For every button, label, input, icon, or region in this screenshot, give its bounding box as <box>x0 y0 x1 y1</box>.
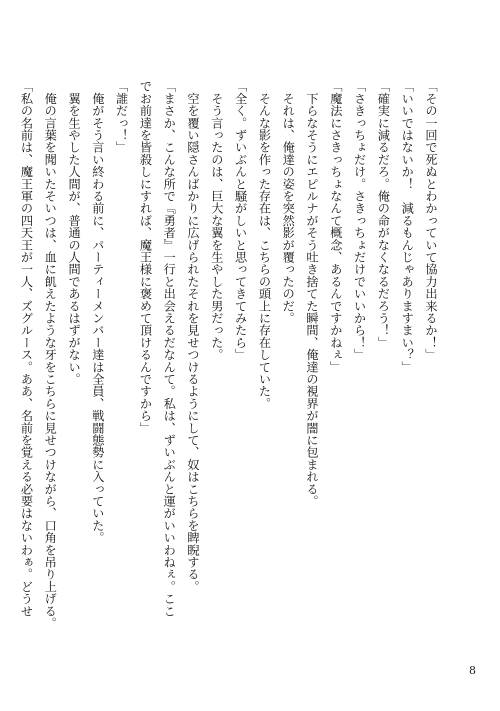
text-line: 翼を生やした人間が、普通の人間であるはずがない。 <box>67 92 82 386</box>
vertical-text-body <box>19 80 442 660</box>
text-line: 空を覆い隠さんばかりに広げられたそれを見せつけるようにして、奴はこちらを睥睨する。 <box>186 92 201 593</box>
text-line: 「誰だっ！」 <box>114 80 129 154</box>
text-line: 下らなそうにエピルナがそう吐き捨てた瞬間、俺達の視界が闇に包まれる。 <box>305 92 320 508</box>
text-line: 俺がそう言い終わる前に、パーティーメンバー達は全員、戦闘態勢に入っていた。 <box>90 92 105 544</box>
text-line: 「全く。ずいぶんと騒がしいと思ってきてみたら」 <box>233 80 248 361</box>
text-line: 「確実に減るだろ。俺の命がなくなるだろう！」 <box>376 80 391 349</box>
text-line: そう言ったのは、巨大な翼を生やした男だった。 <box>209 92 224 361</box>
text-line: 「私の名前は、魔王軍の四天王が一人、ズグルース。ああ、名前を覚える必要はないわぁ。どうせ <box>19 80 34 617</box>
text-line: 「さきっちょだけ。さきっちょだけでいいから！」 <box>352 80 367 361</box>
text-line: 「その一回で死ぬとわかっていて協力出来るか！」 <box>424 80 438 361</box>
text-line: それは、俺達の姿を突然影が覆ったのだ。 <box>281 92 296 325</box>
text-line: 「まさか、こんな所で『勇者』一行と出会えるだなんて。私は、ずいぶんと運がいいわねぇ。ここ <box>162 80 177 617</box>
page-number: 8 <box>469 664 476 677</box>
text-line: 「魔法にさきっちょなんて概念、あるんですかねぇ」 <box>328 80 343 373</box>
text-line: 「いいではないか！ 減るもんじゃありますまい？」 <box>400 80 415 373</box>
text-line: 俺の言葉を聞いたそいつは、血に飢えたような牙をこちらに見せつけながら、口角を吊り上げる。 <box>43 92 58 630</box>
text-line: そんな影を作った存在は、こちらの頭上に存在していた。 <box>257 92 272 410</box>
text-line: でお前達を皆殺しにすれば、魔王様に褒めて頂けるんですから」 <box>138 80 153 434</box>
